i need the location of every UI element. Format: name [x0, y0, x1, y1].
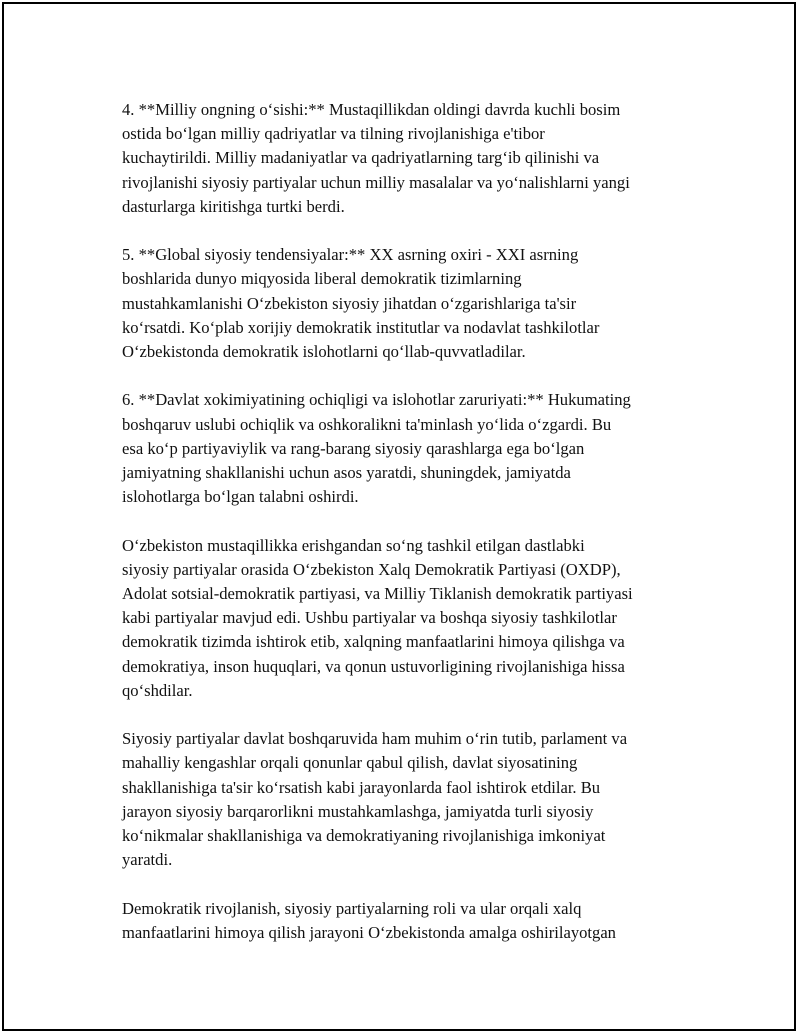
document-body [122, 98, 712, 969]
paragraph-parties-in-governance: Siyosiy partiyalar davlat boshqaruvida ham muhim oʻrin tutib, parlament va mahalliy kengashlar orqali qonunlar qabul qilish, davlat siyosatining shakllanishiga ta'sir koʻrsatish kabi jarayonlarda faol ishtirok etdilar. Bu jarayon siyosiy barqarorlikni mustahkamlashga, jamiyatda turli siyosiy koʻnikmalar shakllanishiga va demokratiyaning rivojlanishiga imkoniyat yaratdi. [122, 729, 628, 870]
paragraph-democratic-development: Demokratik rivojlanish, siyosiy partiyalarning roli va ular orqali xalq manfaatlarini himoya qilish jarayoni Oʻzbekistonda amalga oshirilayotgan [122, 898, 616, 942]
paragraph-first-political-parties: Oʻzbekiston mustaqillikka erishgandan soʻng tashkil etilgan dastlabki siyosiy partiyalar orasida Oʻzbekiston Xalq Demokratik Partiyasi (OXDP), Adolat sotsial-demokratik partiyasi, va Milliy Tiklanish demokratik partiyasi kabi partiyalar mavjud edi. Ushbu partiyalar va boshqa siyosiy tashkilotlar demokratik tizimda ishtirok etib, xalqning manfaatlarini himoya qilishga va demokratiya, inson huquqlari, va qonun ustuvorligining rivojlanishiga hissa qoʻshdilar. [122, 535, 633, 700]
paragraph-national-consciousness: 4. **Milliy ongning oʻsishi:** Mustaqillikdan oldingi davrda kuchli bosim ostida boʻlgan milliy qadriyatlar va tilning rivojlanishiga e'tibor kuchaytirildi. Milliy madaniyatlar va qadriyatlarning targʻib qilinishi va rivojlanishi siyosiy partiyalar uchun milliy masalalar va yoʻnalishlarni yangi dasturlarga kiritishga turtki berdi. [122, 100, 630, 216]
paragraph-state-openness-reforms: 6. **Davlat xokimiyatining ochiqligi va islohotlar zaruriyati:** Hukumating boshqaruv uslubi ochiqlik va oshkoralikni ta'minlash yoʻlida oʻzgardi. Bu esa koʻp partiyaviylik va rang-barang siyosiy qarashlarga ega boʻlgan jamiyatning shakllanishi uchun asos yaratdi, shuningdek, jamiyatda islohotlarga boʻlgan talabni oshirdi. [122, 390, 631, 507]
page-frame [2, 2, 796, 1031]
paragraph-global-political-trends: 5. **Global siyosiy tendensiyalar:** XX asrning oxiri - XXI asrning boshlarida dunyo miqyosida liberal demokratik tizimlarning mustahkamlanishi Oʻzbekiston siyosiy jihatdan oʻzgarishlariga ta'sir koʻrsatdi. Koʻplab xorijiy demokratik institutlar va nodavlat tashkilotlar Oʻzbekistonda demokratik islohotlarni qoʻllab-quvvatladilar. [122, 245, 600, 362]
